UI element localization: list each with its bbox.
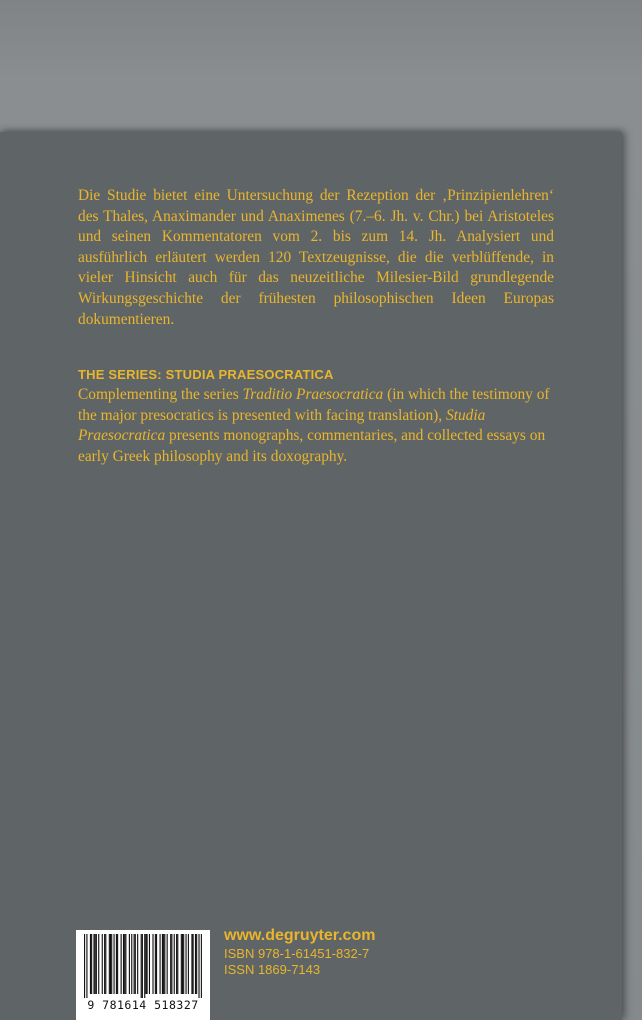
barcode-bar bbox=[144, 934, 145, 998]
blurb-paragraph: Die Studie bietet eine Untersuchung der Rezeption der ‚Prinzipienlehren‘ des Thales, Anaximander und Anaximenes (7.–6. Jh. v. Chr.) bei Aristoteles und seinen Kommentatoren vom 2. bis zum 14. Jh. Analysiert und ausführlich erläutert werden 120 Textzeugnisse, die die verblüffende, in vieler Hinsicht auch für das neuzeitliche Milesier-Bild grundlegende Wirkungsgeschichte der frühesten philosophischen Ideen Europas dokumentieren. bbox=[78, 187, 554, 328]
barcode-bar bbox=[96, 934, 97, 994]
barcode-bar bbox=[117, 934, 118, 994]
barcode-bar bbox=[167, 934, 168, 994]
barcode-bar bbox=[135, 934, 136, 994]
barcode-bar bbox=[84, 934, 85, 998]
barcode-bar bbox=[176, 934, 177, 994]
barcode-bar bbox=[183, 934, 184, 994]
barcode-bar bbox=[170, 934, 171, 994]
barcode-bar bbox=[109, 934, 110, 994]
barcode bbox=[76, 930, 210, 1020]
barcode-bar bbox=[163, 934, 164, 994]
barcode-bar bbox=[174, 934, 175, 994]
barcode-bar bbox=[188, 934, 189, 994]
barcode-bar bbox=[196, 934, 197, 994]
series-text-1: Complementing the series bbox=[78, 386, 243, 403]
publisher-info bbox=[224, 926, 375, 978]
barcode-bar bbox=[191, 934, 192, 994]
barcode-bar bbox=[91, 934, 92, 994]
barcode-bar bbox=[131, 934, 132, 994]
series-heading: THE SERIES: STUDIA PRAESOCRATICA bbox=[78, 367, 334, 382]
barcode-bar bbox=[95, 934, 96, 994]
barcode-bar bbox=[181, 934, 182, 994]
barcode-bar bbox=[90, 934, 91, 994]
barcode-bar bbox=[86, 934, 87, 998]
series-paragraph bbox=[78, 385, 554, 467]
barcode-bar bbox=[182, 934, 183, 994]
barcode-bar bbox=[162, 934, 163, 994]
barcode-bar bbox=[123, 934, 124, 994]
series-title-studia: Studia Praesocratica bbox=[78, 406, 486, 445]
barcode-bar bbox=[142, 934, 143, 998]
barcode-bar bbox=[137, 934, 138, 994]
barcode-bar bbox=[164, 934, 165, 994]
barcode-bar bbox=[104, 934, 105, 994]
barcode-bar bbox=[152, 934, 153, 994]
barcode-bar bbox=[195, 934, 196, 994]
barcode-bars bbox=[84, 934, 202, 998]
series-title-traditio: Traditio Praesocratica bbox=[242, 386, 384, 403]
barcode-bar bbox=[125, 934, 126, 994]
barcode-digits: 9 781614 518327 bbox=[87, 998, 199, 1012]
series-text-2: (in which the testimony of the major presocratics is presented with facing translation), bbox=[78, 386, 550, 424]
barcode-bar bbox=[201, 934, 202, 998]
barcode-bar bbox=[114, 934, 115, 994]
barcode-bar bbox=[129, 934, 130, 994]
barcode-bar bbox=[193, 934, 194, 994]
series-text-3: presents monographs, commentaries, and collected essays on early Greek philosophy and its doxography. bbox=[78, 427, 546, 465]
barcode-bar bbox=[116, 934, 117, 994]
barcode-bar bbox=[121, 934, 122, 994]
barcode-bar bbox=[149, 934, 150, 994]
barcode-bar bbox=[160, 934, 161, 994]
barcode-bar bbox=[145, 934, 146, 994]
issn-number: ISSN 1869-7143 bbox=[224, 962, 321, 977]
barcode-bar bbox=[177, 934, 178, 994]
series-description bbox=[78, 385, 554, 467]
publisher-website: www.degruyter.com bbox=[224, 927, 376, 944]
barcode-bar bbox=[141, 934, 142, 998]
barcode-bar bbox=[93, 934, 94, 994]
barcode-bar bbox=[198, 934, 199, 998]
barcode-bar bbox=[124, 934, 125, 994]
barcode-bar bbox=[171, 934, 172, 994]
barcode-bar bbox=[134, 934, 135, 994]
barcode-bar bbox=[110, 934, 111, 994]
barcode-bar bbox=[111, 934, 112, 994]
barcode-bar bbox=[105, 934, 106, 994]
barcode-bar bbox=[147, 934, 148, 994]
barcode-bar bbox=[98, 934, 99, 994]
barcode-bar bbox=[155, 934, 156, 994]
barcode-bar bbox=[185, 934, 186, 994]
german-blurb bbox=[78, 186, 554, 330]
barcode-bar bbox=[102, 934, 103, 994]
barcode-bar bbox=[156, 934, 157, 994]
isbn-number: ISBN 978-1-61451-832-7 bbox=[224, 946, 370, 961]
